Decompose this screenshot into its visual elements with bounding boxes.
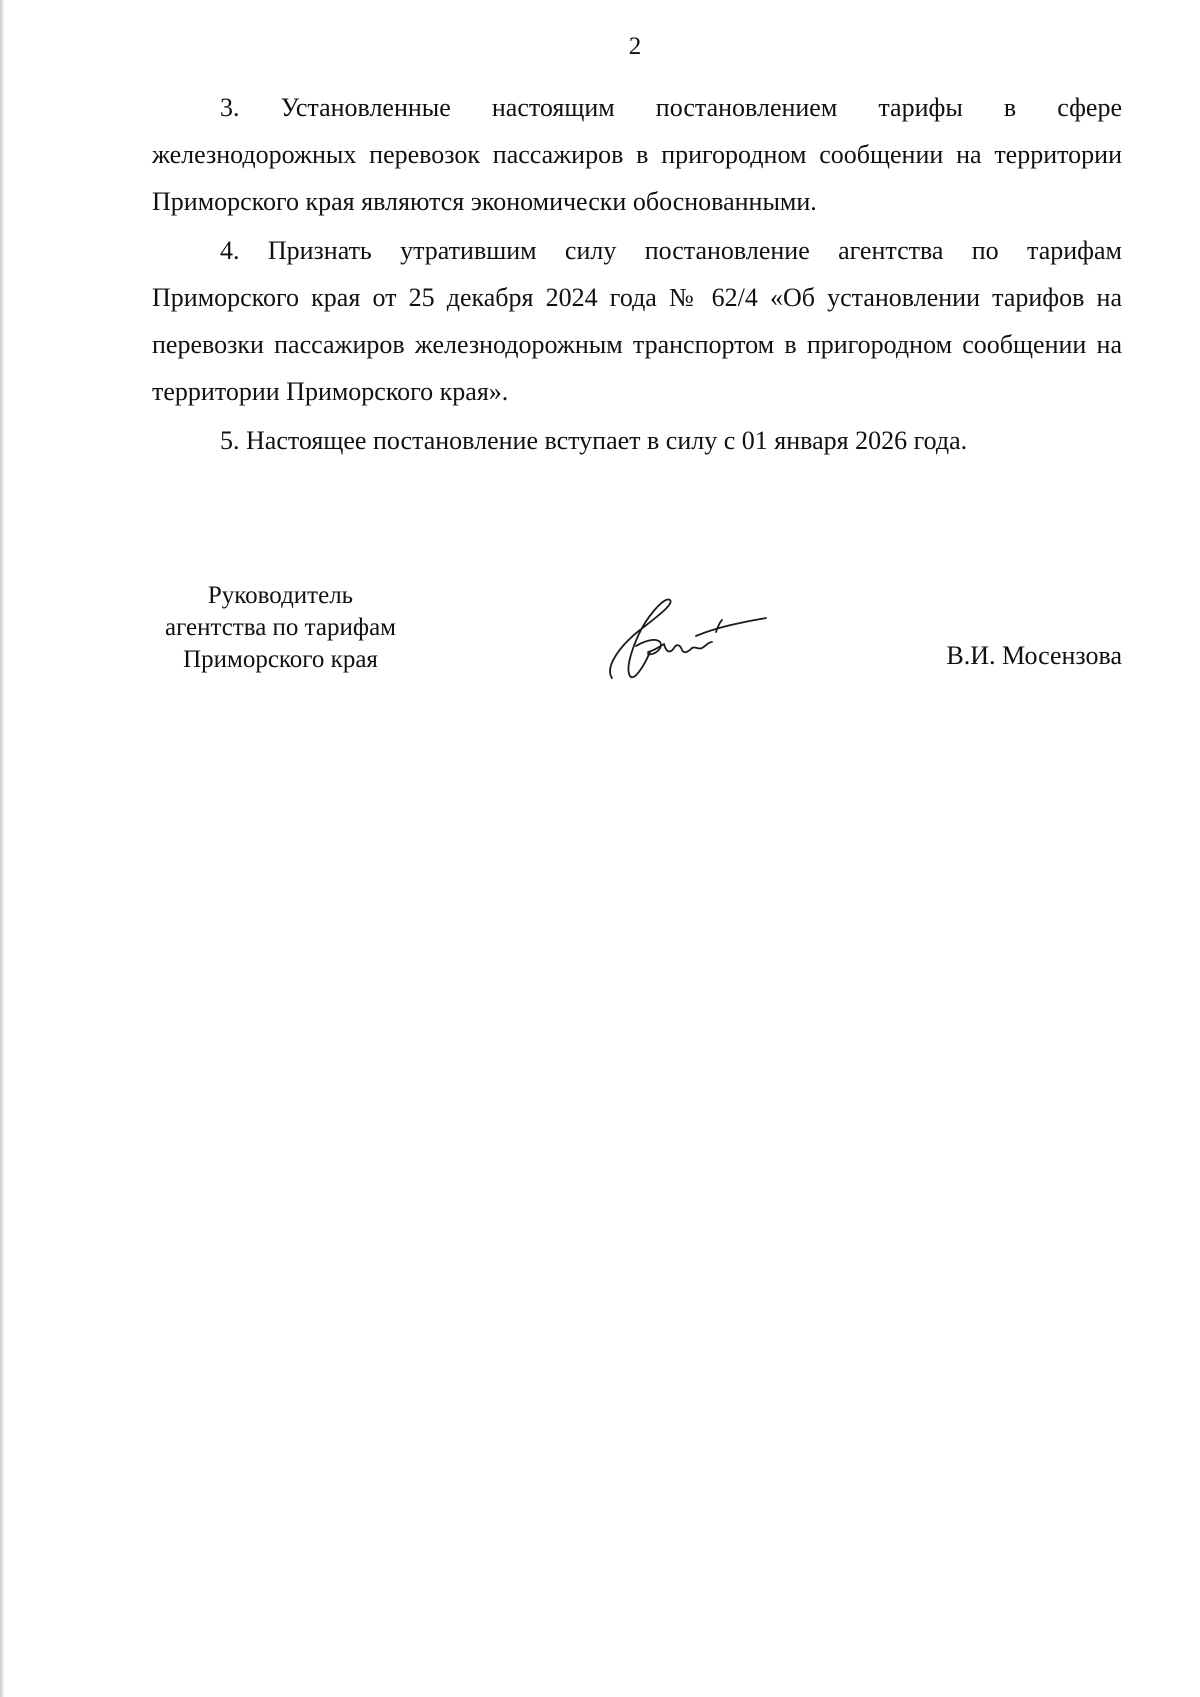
signatory-title-line: Приморского края <box>183 646 378 673</box>
signer-name: В.И. Мосензова <box>946 641 1122 670</box>
paragraph-5: 5. Настоящее постановление вступает в силу с 01 января 2026 года. <box>220 426 968 455</box>
signatory-title-line: Руководитель <box>207 582 354 609</box>
paragraph-3: 3. Установленные настоящим постановлением тарифы в сфере железнодорожных перевозок пассажиров в пригородном сообщении на территории Приморского края являются экономически обоснованными. <box>152 93 1122 216</box>
paragraph-4: 4. Признать утратившим силу постановление агентства по тарифам Приморского края от 25 декабря 2024 года № 62/4 «Об установлении тарифов на перевозки пассажиров железнодорожным транспортом в пригородном сообщении на территории Приморского края». <box>152 236 1122 406</box>
scan-edge-shadow <box>0 0 5 1697</box>
signatory-title-line: агентства по тарифам <box>164 614 397 641</box>
handwritten-signature <box>600 596 770 686</box>
document-body <box>152 84 1122 464</box>
page-number: 2 <box>628 33 642 60</box>
signatory-title <box>118 580 443 676</box>
